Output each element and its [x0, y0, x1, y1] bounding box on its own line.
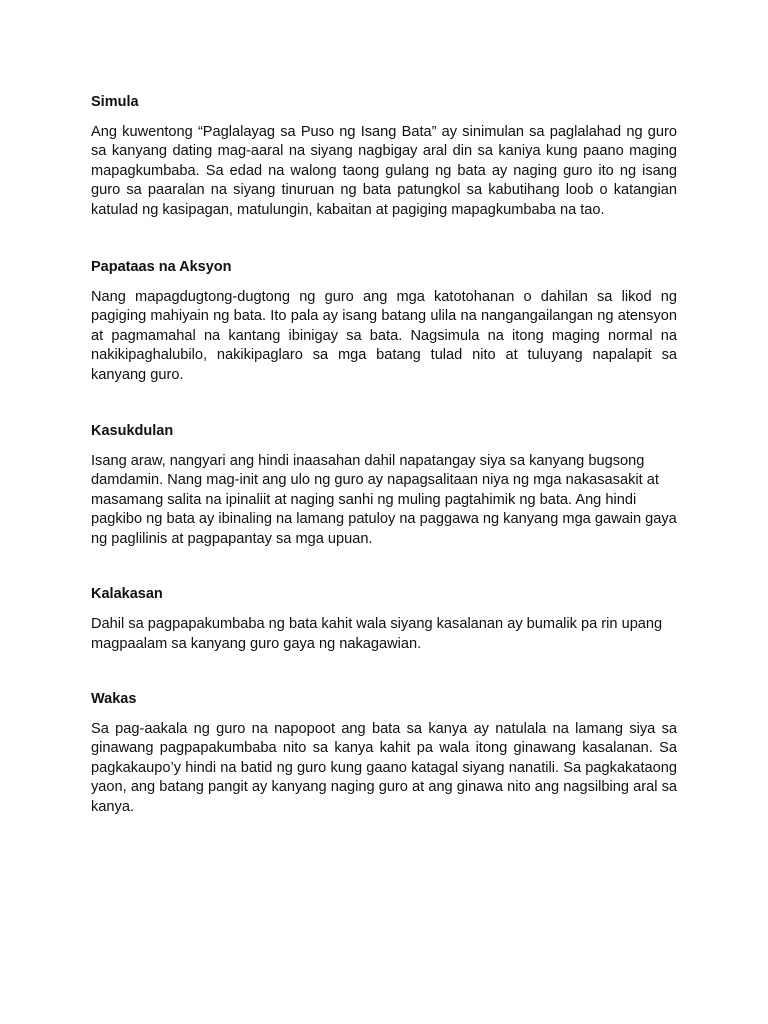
section-kalakasan — [91, 584, 677, 654]
section-kasukdulan — [91, 421, 677, 549]
section-paragraph: Ang kuwentong “Paglalayag sa Puso ng Isang Bata” ay sinimulan sa paglalahad ng guro sa kanyang dating mag-aaral na siyang nagbigay aral din sa kaniya kung paano maging mapagkumbaba. Sa edad na walong taong gulang ng bata ay naging guro ito ng isang guro sa paaralan na siyang tinuruan ng bata patungkol sa kabutihang loob o katangian katulad ng kasipagan, matulungin, kabaitan at pagiging mapagkumbaba na tao. — [91, 124, 677, 218]
section-spacer — [91, 549, 677, 584]
section-heading: Simula — [91, 94, 139, 110]
section-paragraph: Isang araw, nangyari ang hindi inaasahan dahil napatangay siya sa kanyang bugsong damdamin. Nang mag-init ang ulo ng guro ay napagsalitaan niya ng mga nakasasakit at masamang salita na ipinaliit at naging sanhi ng muling pagtahimik ng bata. Ang hindi pagkibo ng bata ay ibinaling na lamang patuloy na paggawa ng kanyang mga gawain gaya ng paglilinis at pagpapantay sa mga upuan. — [91, 453, 677, 547]
section-papataas-na-aksyon — [91, 257, 677, 385]
section-spacer — [91, 220, 677, 257]
document-page — [91, 92, 677, 817]
section-heading: Wakas — [91, 690, 137, 707]
section-heading: Papataas na Aksyon — [91, 259, 232, 276]
section-heading: Kasukdulan — [91, 423, 174, 440]
section-spacer — [91, 385, 677, 421]
section-heading: Kalakasan — [91, 586, 163, 603]
section-spacer — [91, 654, 677, 689]
section-simula — [91, 92, 677, 220]
section-paragraph: Sa pag-aakala ng guro na napopoot ang bata sa kanya ay natulala na lamang siya sa ginawang pagpapakumbaba nito sa kanya kahit pa wala itong ginawang kasalanan. Sa pagkakaupo’y hindi na batid ng guro kung gaano katagal siyang nanatili. Sa pagkakataong yaon, ang batang pangit ay kanyang naging guro at ang ginawa nito ang nagsilbing aral sa kanya. — [91, 720, 677, 815]
section-paragraph: Dahil sa pagpapakumbaba ng bata kahit wala siyang kasalanan ay bumalik pa rin upang magpaalam sa kanyang guro gaya ng nakagawian. — [91, 616, 663, 652]
section-wakas — [91, 689, 677, 817]
section-paragraph: Nang mapagdugtong-dugtong ng guro ang mga katotohanan o dahilan sa likod ng pagiging mahiyain ng bata. Ito pala ay isang batang ulila na nangangailangan ng atensyon at pagmamahal na kantang ibinigay sa bata. Nagsimula na itong maging normal na nakikipaghalubilo, nakikipaglaro sa mga batang tulad nito at tuluyang napalapit sa kanyang guro. — [91, 289, 677, 383]
